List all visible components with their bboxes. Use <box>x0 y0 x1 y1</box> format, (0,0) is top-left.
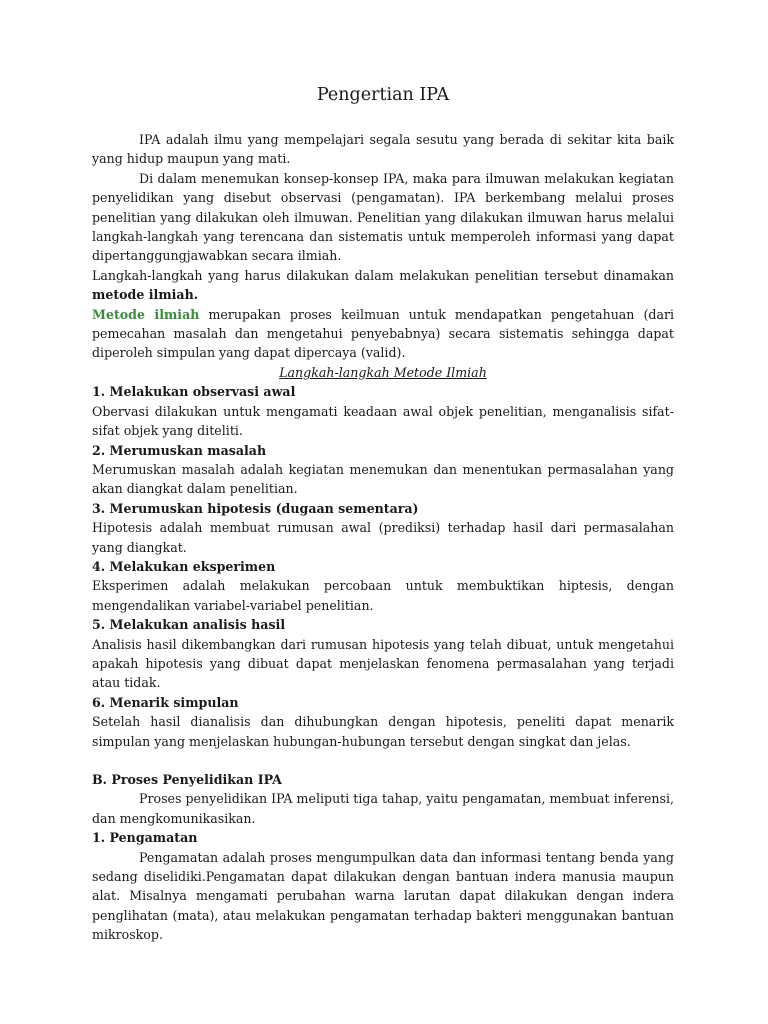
pengamatan-text: Pengamatan adalah proses mengumpulkan data dan informasi tentang benda yang sedang diselidiki.Pengamatan dapat dilakukan dengan bantuan indera manusia maupun alat. Misalnya mengamati perubahan warna larutan dapat dilakukan dengan indera penglihatan (mata), atau melakukan pengamatan terhadap bakteri menggunakan bantuan mikroskop. <box>92 849 674 943</box>
steps-title: Langkah-langkah Metode Ilmiah <box>279 364 487 380</box>
metode-ilmiah-highlight: Metode ilmiah <box>92 306 200 322</box>
document-body <box>92 83 674 945</box>
step-1-text: Obervasi dilakukan untuk mengamati keadaan awal objek penelitian, menganalisis sifat-sifat objek yang diteliti. <box>92 403 674 439</box>
section-spacer <box>92 751 674 770</box>
step-4-heading: 4. Melakukan eksperimen <box>92 558 276 574</box>
step-5-text: Analisis hasil dikembangkan dari rumusan hipotesis yang telah dibuat, untuk mengetahui apakah hipotesis yang dibuat dapat menjelaskan fenomena permasalahan yang terjadi atau tidak. <box>92 636 674 691</box>
intro-paragraph-4 <box>92 305 674 363</box>
step-1-heading: 1. Melakukan observasi awal <box>92 384 296 400</box>
step-3-text: Hipotesis adalah membuat rumusan awal (prediksi) terhadap hasil dari permasalahan yang diangkat. <box>92 520 674 555</box>
intro-paragraph-3 <box>92 266 674 305</box>
section-b-intro: Proses penyelidikan IPA meliputi tiga tahap, yaitu pengamatan, membuat inferensi, dan mengkomunikasikan. <box>92 791 674 826</box>
step-6-text: Setelah hasil dianalisis dan dihubungkan dengan hipotesis, peneliti dapat menarik simpulan yang menjelaskan hubungan-hubungan tersebut dengan singkat dan jelas. <box>92 714 674 749</box>
section-b-heading: B. Proses Penyelidikan IPA <box>92 772 282 787</box>
step-2-text: Merumuskan masalah adalah kegiatan menemukan dan menentukan permasalahan yang akan diangkat dalam penelitian. <box>92 461 674 497</box>
step-6-heading: 6. Menarik simpulan <box>92 694 239 710</box>
intro-paragraph-1: IPA adalah ilmu yang mempelajari segala sesutu yang berada di sekitar kita baik yang hidup maupun yang mati. <box>92 132 674 167</box>
page-title: Pengertian IPA <box>316 85 450 105</box>
intro-paragraph-2: Di dalam menemukan konsep-konsep IPA, maka para ilmuwan melakukan kegiatan penyelidikan yang disebut observasi (pengamatan). IPA berkembang melalui proses penelitian yang dilakukan oleh ilmuwan. Penelitian yang dilakukan ilmuwan harus melalui langkah-langkah yang terencana dan sistematis untuk memperoleh informasi yang dapat dipertanggungjawabkan secara ilmiah. <box>92 170 674 264</box>
step-2-heading: 2. Merumuskan masalah <box>92 442 267 458</box>
step-3-heading: 3. Merumuskan hipotesis (dugaan sementara) <box>92 500 419 516</box>
step-4-text: Eksperimen adalah melakukan percobaan untuk membuktikan hiptesis, dengan mengendalikan variabel-variabel penelitian. <box>92 578 674 613</box>
intro-paragraph-3-text: Langkah-langkah yang harus dilakukan dalam melakukan penelitian tersebut dinamakan <box>92 267 674 283</box>
step-5-heading: 5. Melakukan analisis hasil <box>92 617 286 633</box>
intro-paragraph-4-text: merupakan proses keilmuan untuk mendapatkan pengetahuan (dari pemecahan masalah dan mengetahui penyebabnya) secara sistematis sehingga dapat diperoleh simpulan yang dapat dipercaya (valid). <box>92 306 674 361</box>
metode-ilmiah-term: metode ilmiah. <box>92 287 199 303</box>
pengamatan-heading: 1. Pengamatan <box>92 830 198 846</box>
